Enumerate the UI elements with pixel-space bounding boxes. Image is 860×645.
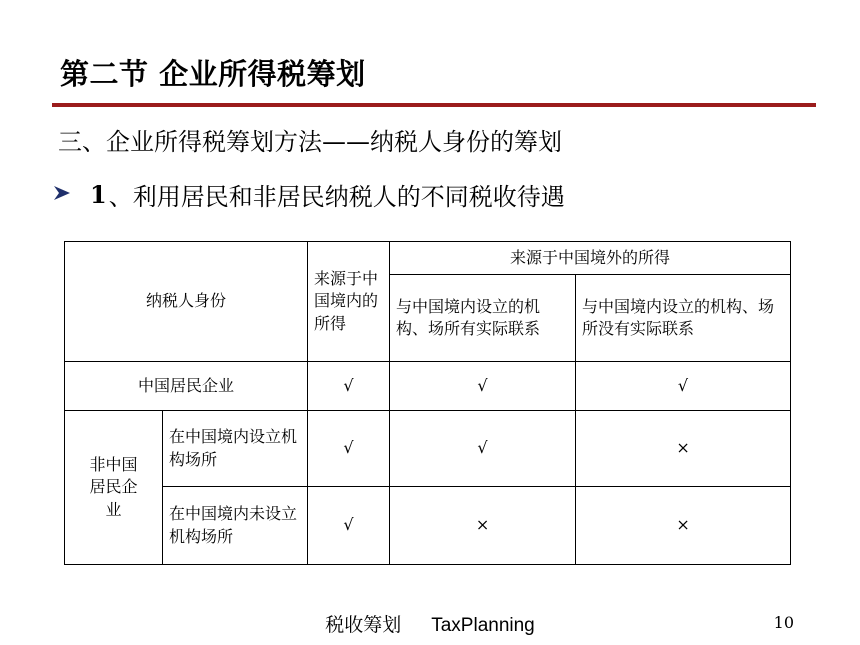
bullet-number: 1 bbox=[90, 180, 107, 209]
bullet-point bbox=[52, 177, 565, 212]
cell-with-establishment-foreign-connected: √ bbox=[390, 411, 576, 487]
header-identity: 纳税人身份 bbox=[65, 242, 308, 362]
section-subtitle: 三、企业所得税筹划方法——纳税人身份的筹划 bbox=[58, 128, 562, 156]
cell-resident-foreign-unconnected: √ bbox=[576, 362, 791, 411]
page-number: 10 bbox=[773, 613, 794, 632]
cell-without-establishment-foreign-unconnected: × bbox=[576, 487, 791, 565]
slide-title: 第二节 企业所得税筹划 bbox=[60, 57, 366, 91]
header-foreign-connected: 与中国境内设立的机构、场所有实际联系 bbox=[390, 275, 576, 362]
cell-without-establishment-domestic: √ bbox=[308, 487, 390, 565]
bullet-text: 、利用居民和非居民纳税人的不同税收待遇 bbox=[108, 183, 565, 211]
table-row bbox=[65, 362, 791, 411]
cell-resident-foreign-connected: √ bbox=[390, 362, 576, 411]
footer-course-cn: 税收筹划 bbox=[325, 614, 402, 636]
arrow-bullet-icon bbox=[52, 181, 72, 209]
cell-without-establishment-foreign-connected: × bbox=[390, 487, 576, 565]
row-label-without-establishment: 在中国境内未设立机构场所 bbox=[163, 487, 308, 565]
footer-course-en: TaxPlanning bbox=[431, 615, 535, 636]
tax-status-table bbox=[64, 241, 791, 565]
row-label-nonresident: 非中国居民企业 bbox=[65, 411, 163, 565]
cell-resident-domestic: √ bbox=[308, 362, 390, 411]
row-label-with-establishment: 在中国境内设立机构场所 bbox=[163, 411, 308, 487]
header-foreign-income: 来源于中国境外的所得 bbox=[390, 242, 791, 275]
header-domestic-income: 来源于中国境内的所得 bbox=[308, 242, 390, 362]
row-label-resident: 中国居民企业 bbox=[65, 362, 308, 411]
footer-course bbox=[0, 610, 860, 637]
table-row bbox=[65, 487, 791, 565]
table-row bbox=[65, 411, 791, 487]
title-divider bbox=[52, 103, 816, 107]
cell-with-establishment-domestic: √ bbox=[308, 411, 390, 487]
header-foreign-unconnected: 与中国境内设立的机构、场所没有实际联系 bbox=[576, 275, 791, 362]
cell-with-establishment-foreign-unconnected: × bbox=[576, 411, 791, 487]
